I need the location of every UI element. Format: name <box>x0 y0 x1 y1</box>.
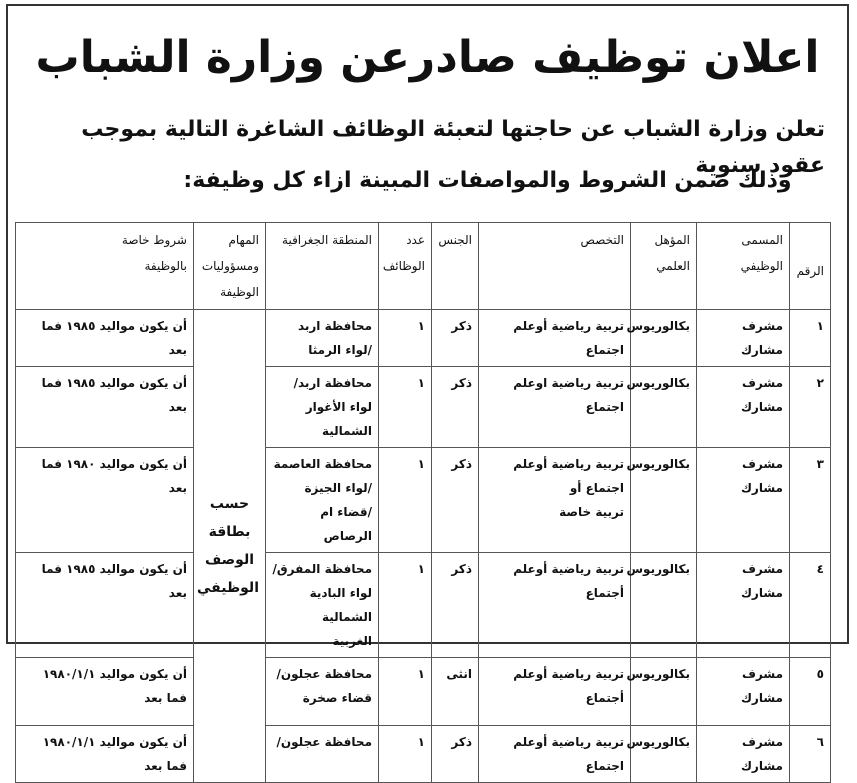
cell-gender: ذكر <box>432 367 479 448</box>
intro-line-1: تعلن وزارة الشباب عن حاجتها لتعبئة الوظائف الشاغرة التالية بموجب عقود سنوية <box>81 117 825 178</box>
header-gender: الجنس <box>432 223 479 310</box>
cell-gender: ذكر <box>432 726 479 783</box>
table-row <box>16 367 831 448</box>
cell-specialization: تربية رياضية أوعلم اجتماع <box>479 310 631 367</box>
cell-count: ١ <box>379 553 432 658</box>
cell-number: ٢ <box>790 367 831 448</box>
cell-region: محافظة العاصمة /لواء الجيزة /قضاء ام الرصاص <box>266 448 379 553</box>
header-conditions: شروط خاصة بالوظيفة <box>16 223 194 310</box>
cell-specialization: تربية رياضية أوعلم اجتماع <box>479 726 631 783</box>
header-title: المسمى الوظيفي <box>697 223 790 310</box>
cell-gender: ذكر <box>432 553 479 658</box>
table-row <box>16 448 831 553</box>
cell-title: مشرف مشارك <box>697 726 790 783</box>
table-row <box>16 726 831 783</box>
cell-number: ٤ <box>790 553 831 658</box>
cell-title: مشرف مشارك <box>697 553 790 658</box>
table-row <box>16 658 831 726</box>
cell-conditions: أن يكون مواليد ١٩٨٠/١/١ فما بعد <box>16 658 194 726</box>
cell-count: ١ <box>379 658 432 726</box>
cell-qualification: بكالوريوس <box>631 658 697 726</box>
cell-gender: ذكر <box>432 310 479 367</box>
header-specialization: التخصص <box>479 223 631 310</box>
table-header-row <box>16 223 831 310</box>
announcement-page <box>6 4 849 773</box>
cell-region: محافظة المفرق/ لواء البادية الشمالية الغربية <box>266 553 379 658</box>
cell-number: ٣ <box>790 448 831 553</box>
table-row <box>16 553 831 658</box>
header-qualification: المؤهل العلمي <box>631 223 697 310</box>
cell-qualification: بكالوريوس <box>631 726 697 783</box>
cell-region: محافظة عجلون/ قضاء صخرة <box>266 658 379 726</box>
header-tasks: المهام ومسؤوليات الوظيفة <box>194 223 266 310</box>
cell-gender: انثى <box>432 658 479 726</box>
cell-title: مشرف مشارك <box>697 658 790 726</box>
cell-conditions: أن يكون مواليد ١٩٨٥ فما بعد <box>16 310 194 367</box>
cell-qualification: بكالوريوس <box>631 367 697 448</box>
cell-specialization: تربية رياضية اوعلم اجتماع <box>479 367 631 448</box>
cell-region: محافظة اربد/ لواء الأغوار الشمالية <box>266 367 379 448</box>
cell-gender: ذكر <box>432 448 479 553</box>
cell-region: محافظة عجلون/ <box>266 726 379 783</box>
cell-conditions: أن يكون مواليد ١٩٨٠ فما بعد <box>16 448 194 553</box>
header-count: عدد الوظائف <box>379 223 432 310</box>
cell-count: ١ <box>379 726 432 783</box>
cell-conditions: أن يكون مواليد ١٩٨٥ فما بعد <box>16 553 194 658</box>
cell-count: ١ <box>379 367 432 448</box>
table-row <box>16 310 831 367</box>
cell-title: مشرف مشارك <box>697 448 790 553</box>
page-title: اعلان توظيف صادرعن وزارة الشباب <box>35 32 820 83</box>
cell-specialization: تربية رياضية أوعلم أجتماع <box>479 553 631 658</box>
header-region: المنطقة الجغرافية <box>266 223 379 310</box>
cell-title: مشرف مشارك <box>697 367 790 448</box>
intro-line-2: وذلك ضمن الشروط والمواصفات المبينة ازاء كل وظيفة: <box>183 168 792 193</box>
cell-qualification: بكالوريوس <box>631 310 697 367</box>
cell-count: ١ <box>379 310 432 367</box>
cell-qualification: بكالوريوس <box>631 448 697 553</box>
cell-region: محافظة اربد /لواء الرمثا <box>266 310 379 367</box>
cell-number: ٥ <box>790 658 831 726</box>
cell-conditions: أن يكون مواليد ١٩٨٠/١/١ فما بعد <box>16 726 194 783</box>
header-number: الرقم <box>790 223 831 310</box>
cell-conditions: أن يكون مواليد ١٩٨٥ فما بعد <box>16 367 194 448</box>
cell-tasks-merged: حسب بطاقة الوصف الوظيفي <box>194 310 266 783</box>
cell-count: ١ <box>379 448 432 553</box>
jobs-table <box>15 222 831 783</box>
cell-title: مشرف مشارك <box>697 310 790 367</box>
cell-number: ١ <box>790 310 831 367</box>
cell-number: ٦ <box>790 726 831 783</box>
cell-specialization: تربية رياضية أوعلم اجتماع أو تربية خاصة <box>479 448 631 553</box>
cell-qualification: بكالوريوس <box>631 553 697 658</box>
cell-specialization: تربية رياضية أوعلم أجتماع <box>479 658 631 726</box>
